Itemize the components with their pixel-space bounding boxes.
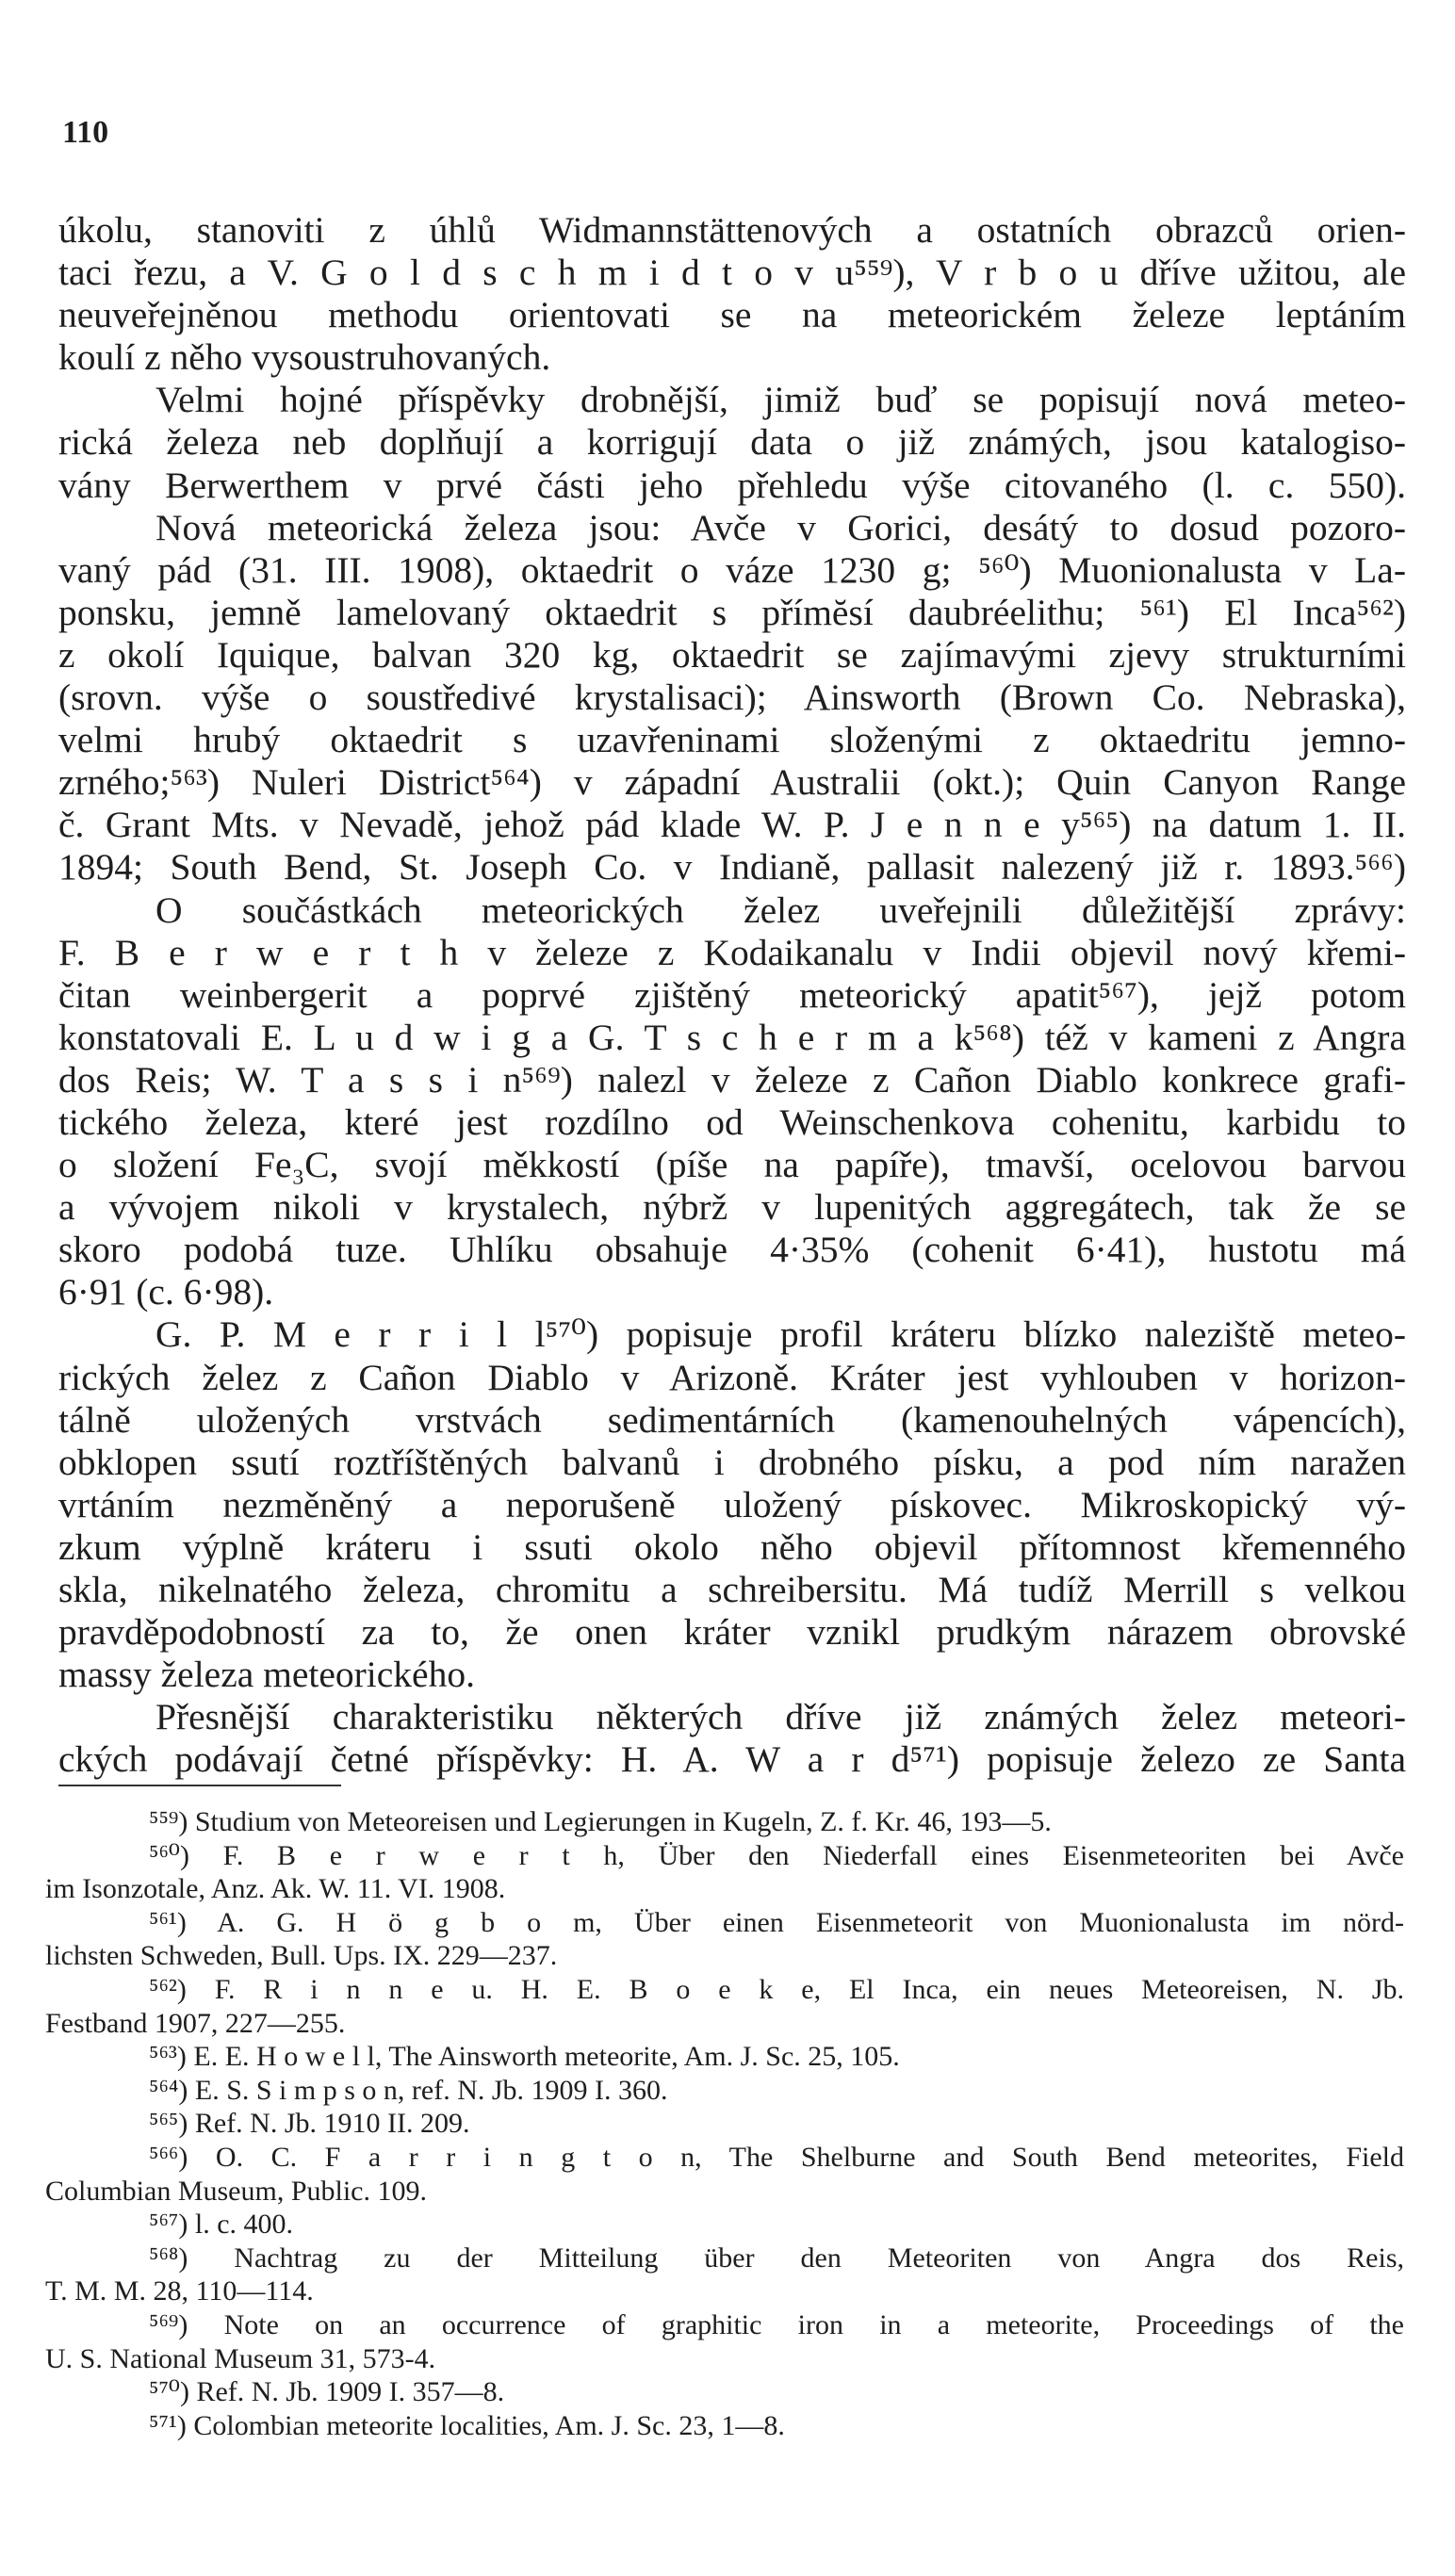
text-line: a vývojem nikoli v krystalech, nýbrž v lupenitých aggregátech, tak že se <box>58 1186 1406 1229</box>
text-line: taci řezu, a V. G o l d s c h m i d t o v u⁵⁵⁹), V r b o u dříve užitou, ale <box>58 252 1406 294</box>
footnote-line: ⁵⁷⁰) Ref. N. Jb. 1909 I. 357—8. <box>149 2376 505 2408</box>
footnote-line: lichsten Schweden, Bull. Ups. IX. 229—237. <box>45 1940 558 1972</box>
main-text <box>58 209 1406 1781</box>
footnote-line: im Isonzotale, Anz. Ak. W. 11. VI. 1908. <box>45 1873 506 1905</box>
text-line: tálně uložených vrstvách sedimentárních (kamenouhelných vápencích), <box>58 1398 1406 1441</box>
footnote-line: ⁵⁶⁵) Ref. N. Jb. 1910 II. 209. <box>149 2108 470 2140</box>
footnote-line: ⁵⁵⁹) Studium von Meteoreisen und Legierungen in Kugeln, Z. f. Kr. 46, 193—5. <box>149 1806 1052 1837</box>
text-line: skoro podobá tuze. Uhlíku obsahuje 4·35% (cohenit 6·41), hustotu má <box>58 1229 1406 1271</box>
text-line: konstatovali E. L u d w i g a G. T s c h e r m a k⁵⁶⁸) též v kameni z Angra <box>58 1016 1406 1058</box>
text-line: G. P. M e r r i l l⁵⁷⁰) popisuje profil kráteru blízko naleziště meteo- <box>155 1313 1406 1356</box>
footnote-line: ⁵⁶⁸) Nachtrag zu der Mitteilung über den Meteoriten von Angra dos Reis, <box>149 2242 1404 2274</box>
page-number: 110 <box>62 115 109 150</box>
text-line: Přesnější charakteristiku některých dříve již známých želez meteori- <box>155 1696 1406 1738</box>
text-line: vaný pád (31. III. 1908), oktaedrit o váze 1230 g; ⁵⁶⁰) Muonionalusta v La- <box>58 548 1406 591</box>
footnote-line: U. S. National Museum 31, 573-4. <box>45 2342 436 2374</box>
footnote-line: Columbian Museum, Public. 109. <box>45 2175 427 2207</box>
text-line: rická železa neb doplňují a korrigují data o již známých, jsou katalogiso- <box>58 421 1406 464</box>
text-line: tického železa, které jest rozdílno od Weinschenkova cohenitu, karbidu to <box>58 1101 1406 1143</box>
text-line: zkum výplně kráteru i ssuti okolo něho objevil přítomnost křemenného <box>58 1525 1406 1568</box>
text-line: skla, nikelnatého železa, chromitu a schreibersitu. Má tudíž Merrill s velkou <box>58 1569 1406 1610</box>
footnote-line: ⁵⁶¹) A. G. H ö g b o m, Über einen Eisenmeteorit von Muonionalusta im nörd- <box>149 1906 1404 1938</box>
text-line: F. B e r w e r t h v železe z Kodaikanalu v Indii objevil nový křemi- <box>58 931 1406 973</box>
footnote-line: T. M. M. 28, 110—114. <box>45 2275 314 2307</box>
text-line: koulí z něho vysoustruhovaných. <box>58 336 551 379</box>
text-line: neuveřejněnou methodu orientovati se na meteorickém železe leptáním <box>58 294 1406 336</box>
text-line: Nová meteorická železa jsou: Avče v Gorici, desátý to dosud pozoro- <box>155 506 1406 548</box>
text-line: obklopen ssutí roztříštěných balvanů i drobného písku, a pod ním naražen <box>58 1441 1406 1483</box>
text-line: velmi hrubý oktaedrit s uzavřeninami složenými z oktaedritu jemno- <box>58 719 1406 761</box>
text-line: 6·91 (c. 6·98). <box>58 1271 274 1313</box>
text-line: (srovn. výše o soustředivé krystalisaci); Ainsworth (Brown Co. Nebraska), <box>58 677 1406 719</box>
footnotes <box>45 1805 1404 2442</box>
footnote-line: ⁵⁶⁷) l. c. 400. <box>149 2209 294 2241</box>
text-line: 1894; South Bend, St. Joseph Co. v Indianě, pallasit nalezený již r. 1893.⁵⁶⁶) <box>58 846 1406 889</box>
text-line: pravděpodobností za to, že onen kráter vznikl prudkým nárazem obrovské <box>58 1611 1406 1654</box>
text-line: vrtáním nezměněný a neporušeně uložený pískovec. Mikroskopický vý- <box>58 1483 1406 1525</box>
text-line: zrného;⁵⁶³) Nuleri District⁵⁶⁴) v západní Australii (okt.); Quin Canyon Range <box>58 761 1406 804</box>
footnote-line: ⁵⁷¹) Colombian meteorite localities, Am. J. Sc. 23, 1—8. <box>149 2409 785 2441</box>
text-line: úkolu, stanoviti z úhlů Widmannstättenových a ostatních obrazců orien- <box>58 209 1406 251</box>
footnote-separator <box>58 1785 341 1786</box>
footnote-line: ⁵⁶²) F. R i n n e u. H. E. B o e k e, El Inca, ein neues Meteoreisen, N. Jb. <box>149 1973 1404 2005</box>
text-line: massy železa meteorického. <box>58 1654 475 1696</box>
text-line: z okolí Iquique, balvan 320 kg, oktaedrit se zajímavými zjevy strukturními <box>58 633 1406 676</box>
text-line: dos Reis; W. T a s s i n⁵⁶⁹) nalezl v železe z Cañon Diablo konkrece grafi- <box>58 1058 1406 1101</box>
text-line: vány Berwerthem v prvé části jeho přehledu výše citovaného (l. c. 550). <box>58 464 1406 506</box>
footnote-line: Festband 1907, 227—255. <box>45 2007 346 2039</box>
footnote-line: ⁵⁶⁶) O. C. F a r r i n g t o n, The Shelburne and South Bend meteorites, Field <box>149 2141 1404 2173</box>
text-line: ckých podávají četné příspěvky: H. A. W a r d⁵⁷¹) popisuje železo ze Santa <box>58 1738 1406 1781</box>
footnote-line: ⁵⁶⁹) Note on an occurrence of graphitic iron in a meteorite, Proceedings of the <box>149 2308 1404 2340</box>
footnote-line: ⁵⁶⁴) E. S. S i m p s o n, ref. N. Jb. 1909 I. 360. <box>149 2074 668 2106</box>
text-line: Velmi hojné příspěvky drobnější, jimiž buď se popisují nová meteo- <box>155 379 1406 421</box>
text-line: ponsku, jemně lamelovaný oktaedrit s přímĕsí daubréelithu; ⁵⁶¹) El Inca⁵⁶²) <box>58 591 1406 633</box>
text-line: rických želez z Cañon Diablo v Arizoně. Kráter jest vyhlouben v horizon- <box>58 1356 1406 1398</box>
footnote-line: ⁵⁶⁰) F. B e r w e r t h, Über den Niederfall eines Eisenmeteoriten bei Avče <box>149 1839 1404 1871</box>
text-line: čitan weinbergerit a poprvé zjištěný meteorický apatit⁵⁶⁷), jejž potom <box>58 973 1406 1016</box>
footnote-line: ⁵⁶³) E. E. H o w e l l, The Ainsworth meteorite, Am. J. Sc. 25, 105. <box>149 2041 900 2073</box>
text-line: č. Grant Mts. v Nevadě, jehož pád klade W. P. J e n n e y⁵⁶⁵) na datum 1. II. <box>58 804 1406 846</box>
text-line: O součástkách meteorických želez uveřejnili důležitější zprávy: <box>155 889 1406 931</box>
text-line: o složení Fe₃C, svojí měkkostí (píše na papíře), tmavší, ocelovou barvou <box>58 1144 1406 1186</box>
